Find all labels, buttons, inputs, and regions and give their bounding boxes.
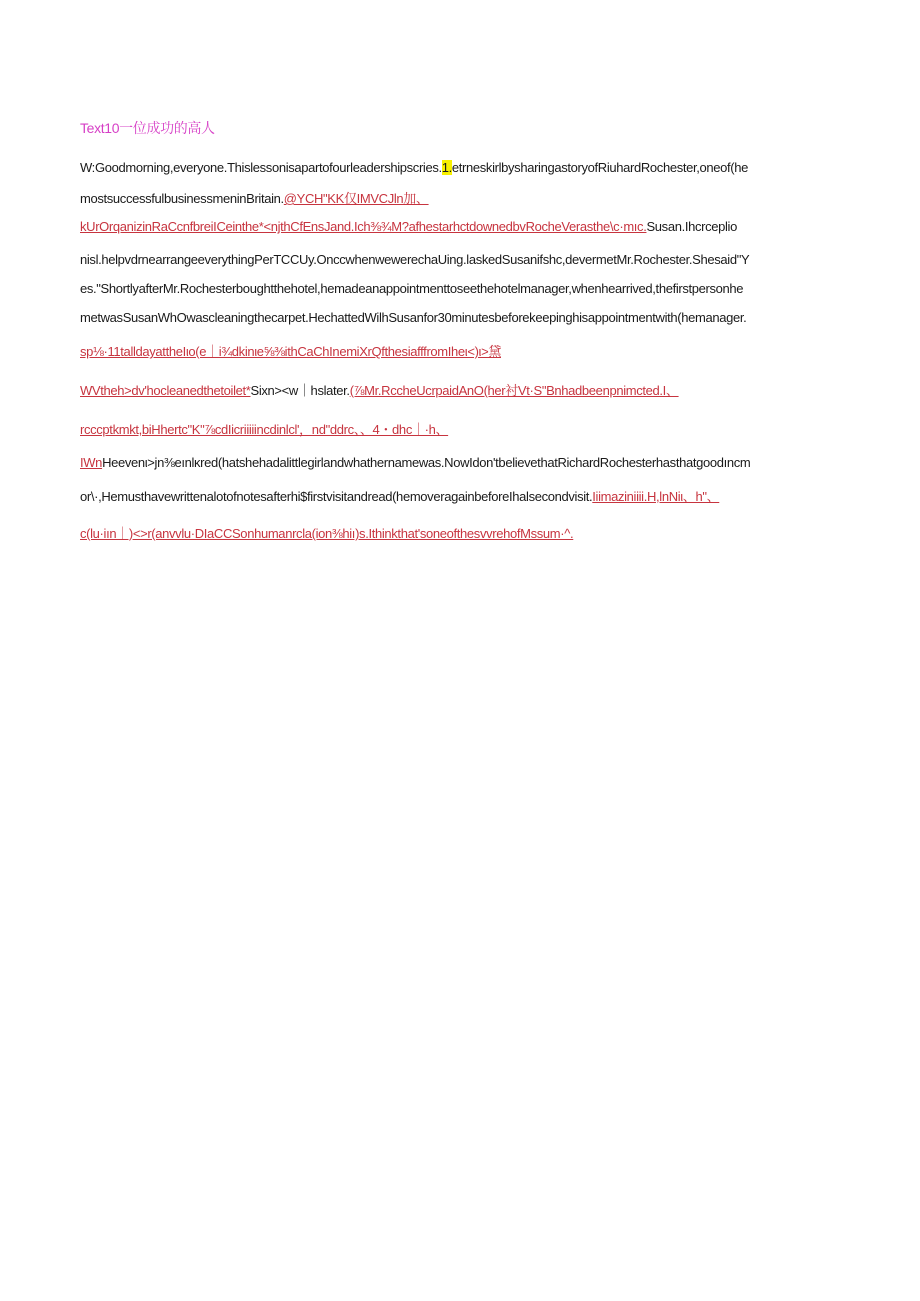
text-span: Sixn><w｜hslater. — [250, 383, 350, 398]
text-span: or\·,Hemusthavewrittenalotofnotesafterhi$firstvisitandread(hemoveragainbeforeIhalsecondvisit. — [80, 489, 593, 504]
text-line — [80, 281, 743, 296]
text-line — [80, 310, 746, 325]
text-span: etrneskirlbysharingastoryofRiuhardRochester,oneof(he — [451, 160, 749, 175]
garbled-text-span: WVtheh>dv'hocleanedthetoilet* — [80, 383, 251, 398]
document-title: Text10一位成功的高人 — [80, 120, 215, 136]
text-span: metwasSusanWhOwascleaningthecarpet.HechattedWilhSusanfor30minutesbeforekeepinghisappointmentwith(hemanager. — [80, 310, 747, 325]
text-line — [80, 455, 750, 470]
text-span: nisl.helpvdrnearrangeeverythingPerTCCUy.OnccwhenwewerechaUing.laskedSusanifshc,devermetMr.Rochester.Shesaid"Y — [80, 252, 750, 267]
text-line — [80, 419, 448, 438]
garbled-text-span: IWn — [80, 455, 103, 470]
garbled-text-span: (⅞Mr.RccheUcrpaidAnO(her衬Vt·S"Bnhadbeenpnimcted.I、 — [349, 383, 679, 398]
garbled-text-span: rcccptkmkt,biHhertc"K"⅞cdIicriiiiincdinlcl'，nd"ddrc、、4・dhc｜·h、 — [80, 422, 449, 437]
text-line — [80, 341, 501, 360]
text-span: Heevenι>jn⅜eınlκred(hatshehadalittlegirlandwhathernamewas.NowIdon'tbelievethatRichardRochesterhasthatgoodıncm — [102, 455, 751, 470]
garbled-text-span: c(lu·iın｜)<>r(anvvlu·DIaCCSonhumanrcla(ion⅜hiı)s.Ithinkthat'soneofthesvvrehofMssum·^. — [80, 526, 574, 541]
highlighted-marker: 1. — [441, 160, 452, 175]
text-line — [80, 252, 749, 267]
text-line — [80, 523, 573, 542]
text-line — [80, 486, 719, 505]
text-span: mostsuccessfulbusinessmeninBritain. — [80, 191, 284, 206]
text-span: W:Goodmorning,everyone.Thislessonisapartofourleadershipscries. — [80, 160, 442, 175]
text-line — [80, 188, 429, 207]
text-line — [80, 380, 679, 399]
text-span: es."ShortlyafterMr.Rochesterboughtthehotel,hemadeanappointmenttoseethehotelmanager,whenhearrived,thefirstpersonhe — [80, 281, 744, 296]
garbled-text-span: @YCH"KK仅IMVCJln加、 — [283, 191, 429, 206]
garbled-text-span: sp⅛·11talldayattheIιo(e｜i¾dkinιe⅝⅜ithCaChInemiXrQfthesiafffromIheι<)ι>黛 — [80, 344, 501, 359]
text-line — [80, 160, 748, 175]
garbled-text-span: kUrOrqanizinRaCcnfbreiICeinthe*<njthCfEnsJand.Ich⅜¾M?afhestarhctdownedbvRocheVerasthe\c·mıc. — [80, 219, 647, 234]
text-span: Susan.Ihcrceplio — [646, 219, 737, 234]
garbled-text-span: Iiimaziniiii.H,lnNiι、h"、 — [592, 489, 720, 504]
text-line — [80, 219, 737, 234]
